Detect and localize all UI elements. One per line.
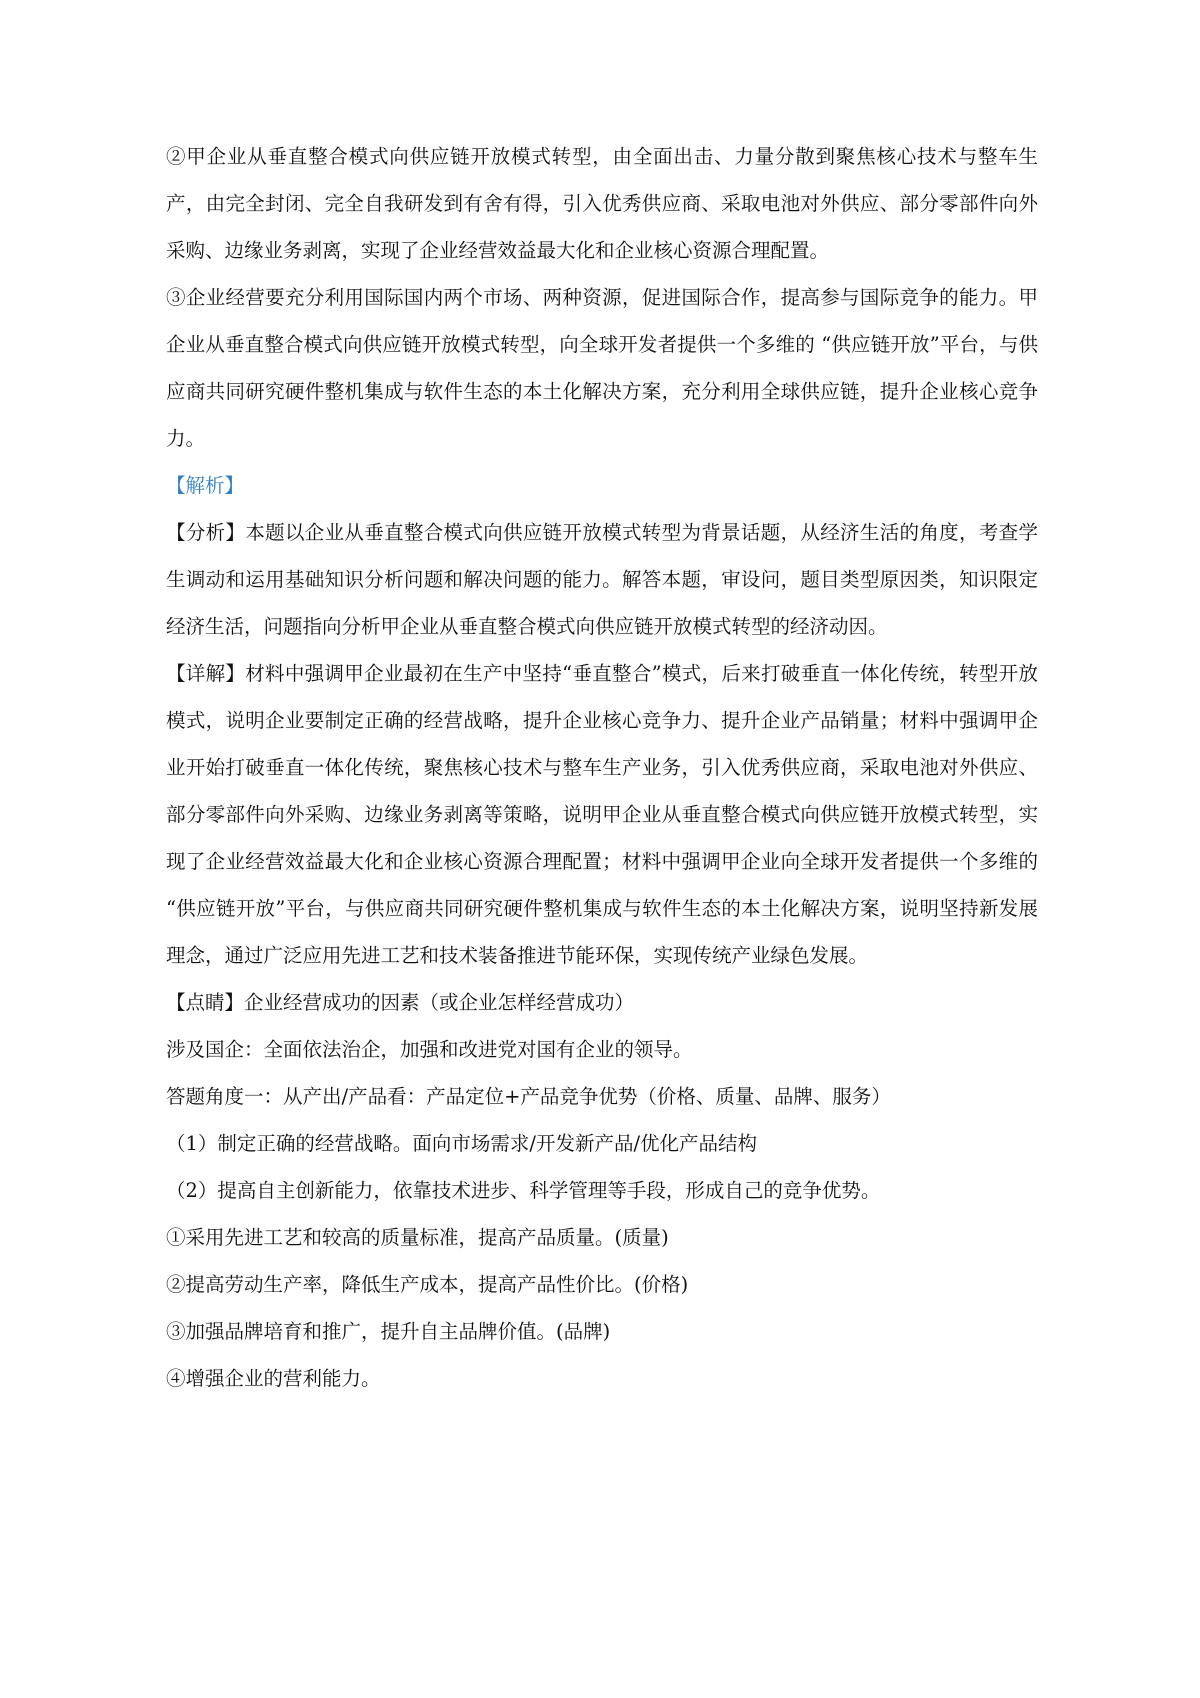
point-paragraph: [166, 979, 1038, 1026]
paragraph-point-2: ②甲企业从垂直整合模式向供应链开放模式转型，由全面出击、力量分散到聚焦核心技术与整车生产，由完全封闭、完全自我研发到有舍有得，引入优秀供应商、采取电池对外供应、部分零部件向外采购、边缘业务剥离，实现了企业经营效益最大化和企业核心资源合理配置。: [166, 145, 1038, 262]
point-text: 企业经营成功的因素（或企业怎样经营成功）: [244, 991, 635, 1014]
tail-line-profit: ④增强企业的营利能力。: [166, 1367, 381, 1390]
tail-line-state-enterprise: 涉及国企：全面依法治企，加强和改进党对国有企业的领导。: [166, 1038, 693, 1061]
paragraph-point-3: ③企业经营要充分利用国际国内两个市场、两种资源，促进国际合作，提高参与国际竞争的能力。甲企业从垂直整合模式向供应链开放模式转型，向全球开发者提供一个多维的 “供应链开放”平台，与供应商共同研究硬件整机集成与软件生态的本土化解决方案，充分利用全球供应链，提升企业核心竞争力。: [166, 286, 1038, 450]
tail-line-angle-one: 答题角度一：从产出/产品看：产品定位+产品竞争优势（价格、质量、品牌、服务）: [166, 1085, 891, 1108]
analysis-label: 【分析】: [166, 521, 246, 544]
tail-line-quality: ①采用先进工艺和较高的质量标准，提高产品质量。(质量): [166, 1226, 669, 1249]
detail-label: 【详解】: [166, 662, 246, 685]
tail-line-price: ②提高劳动生产率，降低生产成本，提高产品性价比。(价格): [166, 1273, 689, 1296]
tail-line-item-2: （2）提高自主创新能力，依靠技术进步、科学管理等手段，形成自己的竞争优势。: [166, 1179, 881, 1202]
analysis-text: 本题以企业从垂直整合模式向供应链开放模式转型为背景话题，从经济生活的角度，考查学生调动和运用基础知识分析问题和解决问题的能力。解答本题，审设问，题目类型原因类，知识限定经济生活，问题指向分析甲企业从垂直整合模式向供应链开放模式转型的经济动因。: [166, 521, 1038, 638]
analysis-paragraph: [166, 509, 1038, 650]
document-body: [166, 133, 1038, 1402]
point-label: 【点睛】: [166, 991, 245, 1014]
tail-line-item-1: （1）制定正确的经营战略。面向市场需求/开发新产品/优化产品结构: [166, 1132, 758, 1155]
analysis-heading: 【解析】: [166, 474, 245, 497]
tail-line-brand: ③加强品牌培育和推广，提升自主品牌价值。(品牌): [166, 1320, 611, 1343]
detail-text: 材料中强调甲企业最初在生产中坚持“垂直整合”模式，后来打破垂直一体化传统，转型开放模式，说明企业要制定正确的经营战略，提升企业核心竞争力、提升企业产品销量；材料中强调甲企业开始打破垂直一体化传统，聚焦核心技术与整车生产业务，引入优秀供应商，采取电池对外供应、部分零部件向外采购、边缘业务剥离等策略，说明甲企业从垂直整合模式向供应链开放模式转型，实现了企业经营效益最大化和企业核心资源合理配置；材料中强调甲企业向全球开发者提供一个多维的 “供应链开放”平台，与供应商共同研究硬件整机集成与软件生态的本土化解决方案，说明坚持新发展理念，通过广泛应用先进工艺和技术装备推进节能环保，实现传统产业绿色发展。: [166, 662, 1038, 967]
detail-paragraph: [166, 650, 1038, 979]
